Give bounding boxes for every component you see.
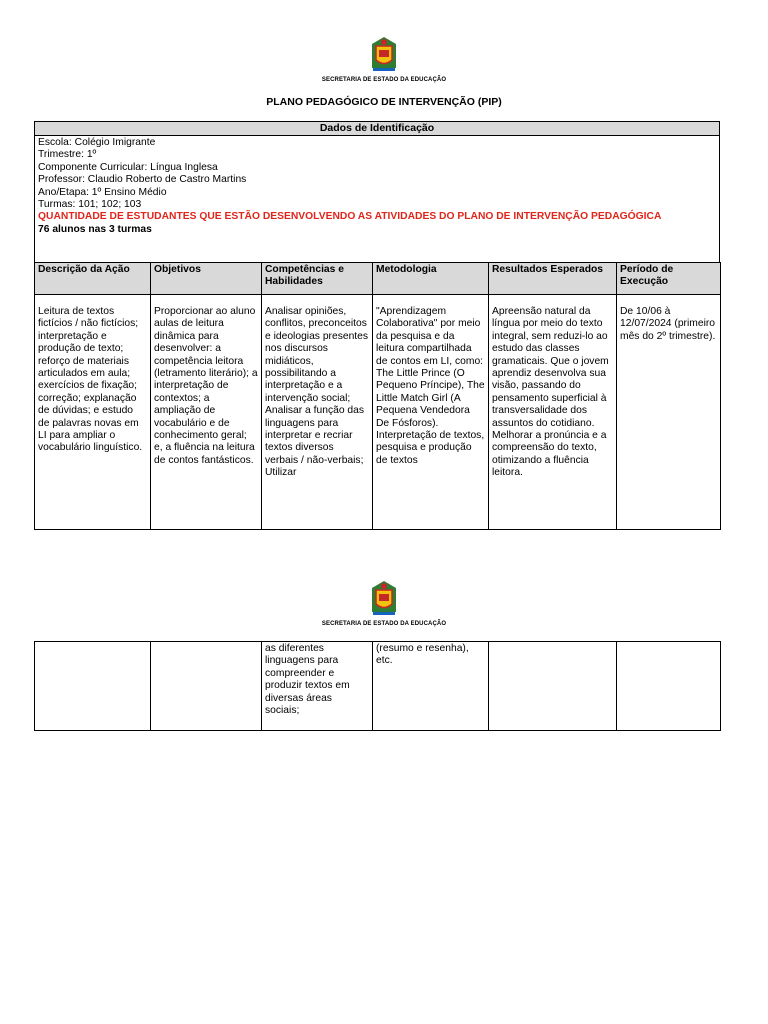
table-row [35, 642, 721, 731]
column-header: Competências e Habilidades [262, 263, 373, 295]
secretaria-label: SECRETARIA DE ESTADO DA EDUCAÇÃO [321, 77, 447, 83]
table-cell: (resumo e resenha), etc. [373, 642, 489, 731]
teacher-line: Professor: Claudio Roberto de Castro Martins [38, 174, 247, 186]
document-title: PLANO PEDAGÓGICO DE INTERVENÇÃO (PIP) [266, 96, 502, 108]
table-cell: De 10/06 à 12/07/2024 (primeiro mês do 2º trimestre). [617, 295, 721, 530]
plan-table-continued [34, 641, 721, 731]
table-cell: Leitura de textos fictícios / não fictícios; interpretação e produção de texto; reforço de materiais articulados em aula; exercícios de fixação; correção; explanação de dúvidas; e estudo de palavras novas em LI para ampliar o vocabulário linguístico. [35, 295, 151, 530]
identification-lines [35, 136, 719, 236]
school-line: Escola: Colégio Imigrante [38, 137, 156, 148]
table-cell: Analisar opiniões, conflitos, preconceitos e ideologias presentes nos discursos midiáticos, possibilitando a interpretação e a intervenção social; Analisar a função das linguagens para interpretar e recriar textos diversos verbais / não-verbais; Utilizar [262, 295, 373, 530]
students-heading: QUANTIDADE DE ESTUDANTES QUE ESTÃO DESENVOLVENDO AS ATIVIDADES DO PLANO DE INTERVENÇÃO PEDAGÓGICA [38, 211, 662, 223]
column-header: Descrição da Ação [35, 263, 151, 295]
coat-of-arms-icon [369, 578, 399, 618]
coat-of-arms-icon [369, 34, 399, 74]
table-header-row [35, 263, 721, 295]
table-cell [489, 642, 617, 731]
subject-line: Componente Curricular: Língua Inglesa [38, 161, 218, 173]
column-header: Período de Execução [617, 263, 721, 295]
table-cell [35, 642, 151, 731]
table-cell [151, 642, 262, 731]
table-row [35, 295, 721, 530]
classes-line: Turmas: 101; 102; 103 [38, 199, 142, 211]
identification-section [34, 121, 720, 263]
plan-table [34, 262, 721, 530]
table-cell: "Aprendizagem Colaborativa" por meio da pesquisa e da leitura compartilhada de contos em LI, como: The Little Prince (O Pequeno Príncipe), The Little Match Girl (A Pequena Vendedora De Fósforos). Interpretação de textos, pesquisa e produção de textos [373, 295, 489, 530]
students-value: 76 alunos nas 3 turmas [38, 223, 152, 235]
column-header: Objetivos [151, 263, 262, 295]
grade-line: Ano/Etapa: 1º Ensino Médio [38, 186, 167, 198]
table-cell [617, 642, 721, 731]
identification-heading: Dados de Identificação [35, 122, 719, 136]
column-header: Metodologia [373, 263, 489, 295]
table-cell: Proporcionar ao aluno aulas de leitura dinâmica para desenvolver: a competência leitora (letramento literário); a interpretação de contextos; a ampliação de vocabulário e de conhecimento geral; e, a fluência na leitura de contos fantásticos. [151, 295, 262, 530]
column-header: Resultados Esperados [489, 263, 617, 295]
trimester-line: Trimestre: 1º [38, 149, 97, 161]
table-cell: Apreensão natural da língua por meio do texto integral, sem reduzi-lo ao estudo das classes gramaticais. Que o jovem aprendiz desenvolva sua visão, passando do pensamento superficial à transversalidade dos assuntos do cotidiano. Melhorar a pronúncia e a compreensão do texto, otimizando a fluência leitora. [489, 295, 617, 530]
secretaria-label: SECRETARIA DE ESTADO DA EDUCAÇÃO [321, 621, 447, 627]
table-cell: as diferentes linguagens para compreender e produzir textos em diversas áreas sociais; [262, 642, 373, 731]
